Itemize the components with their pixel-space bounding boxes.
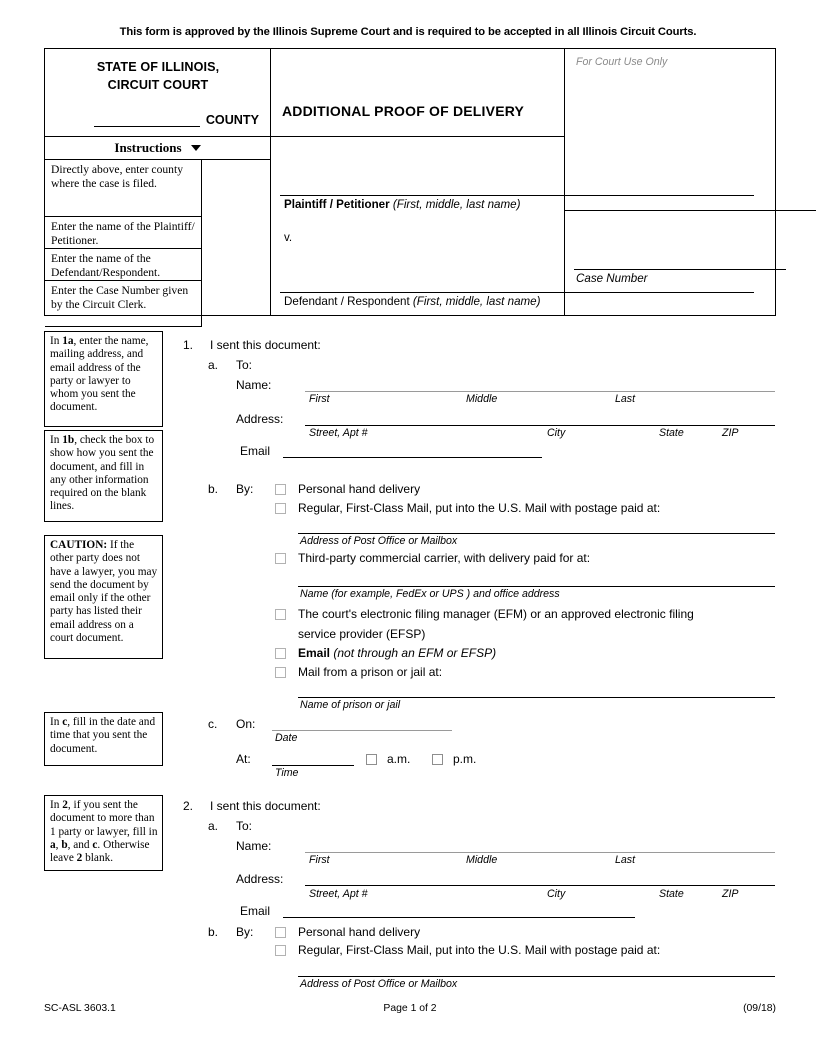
case-number-rule[interactable] — [574, 269, 786, 270]
side-note-caution: CAUTION: If the other party does not have a lawyer, you may send the document by email only if the other party has listed their email address on a court document. — [44, 535, 163, 659]
input-post-office-address-2[interactable] — [298, 976, 775, 977]
instructions-header[interactable] — [45, 137, 271, 160]
hint-zip-2: ZIP — [722, 888, 739, 900]
section-1-number: 1. — [183, 338, 194, 352]
section-1a-address-label: Address: — [236, 412, 284, 426]
section-1a-email-label: Email — [240, 444, 271, 458]
section-2a-to-label: To: — [236, 819, 253, 833]
caption-table — [44, 48, 776, 316]
instruction-item-plaintiff: Enter the name of the Plaintiff/ Petitioner. — [45, 217, 202, 249]
section-2a-name-label: Name: — [236, 839, 272, 853]
checkbox-first-class-mail-2[interactable] — [275, 945, 286, 956]
for-court-use-only-label: For Court Use Only — [576, 56, 668, 68]
hint-first-2: First — [309, 854, 330, 866]
section-2-number: 2. — [183, 799, 194, 813]
side-note-1a: In 1a, enter the name, mailing address, and email address of the party or lawyer to whom you sent the document. — [44, 331, 163, 427]
hint-prison-name-1: Name of prison or jail — [300, 699, 401, 711]
chevron-down-icon[interactable] — [191, 145, 201, 151]
section-2a-email-input[interactable] — [283, 917, 635, 918]
caption-left-column — [45, 49, 271, 315]
label-am-1: a.m. — [387, 752, 411, 766]
caption-right-column — [565, 49, 816, 315]
plaintiff-label: Plaintiff / Petitioner (First, middle, last name) — [284, 198, 521, 211]
side-note-1b: In 1b, check the box to show how you sent the document, and fill in any other information required on the blank lines. — [44, 430, 163, 522]
input-carrier-name-1[interactable] — [298, 586, 775, 587]
section-2a-address-label: Address: — [236, 872, 284, 886]
option-efm-efsp-line2: service provider (EFSP) — [298, 627, 426, 641]
case-number-label: Case Number — [576, 272, 648, 285]
option-first-class-mail-1: Regular, First-Class Mail, put into the U.S. Mail with postage paid at: — [298, 501, 661, 515]
checkbox-pm-1[interactable] — [432, 754, 443, 765]
instruction-item-defendant: Enter the name of the Defendant/Respondent. — [45, 249, 202, 281]
section-1a-address-input[interactable] — [305, 425, 775, 426]
hint-last-1: Last — [615, 393, 636, 405]
defendant-label: Defendant / Respondent (First, middle, last name) — [284, 295, 541, 308]
section-1a-email-input[interactable] — [283, 457, 542, 458]
footer-page-number: Page 1 of 2 — [383, 1003, 437, 1014]
section-1a-name-label: Name: — [236, 378, 272, 392]
hint-post-office-address-2: Address of Post Office or Mailbox — [300, 978, 458, 990]
input-time-1[interactable] — [272, 765, 354, 766]
section-1a-letter: a. — [208, 358, 219, 372]
hint-zip-1: ZIP — [722, 427, 739, 439]
section-2a-address-input[interactable] — [305, 885, 775, 886]
hint-city-2: City — [547, 888, 566, 900]
parties-block — [271, 136, 565, 315]
state-court-block — [45, 49, 271, 137]
checkbox-email-1[interactable] — [275, 648, 286, 659]
hint-post-office-address-1: Address of Post Office or Mailbox — [300, 535, 458, 547]
side-note-2: In 2, if you sent the document to more than 1 party or lawyer, fill in a, b, and c. Otherwise leave 2 blank. — [44, 795, 163, 871]
section-1a-name-input[interactable] — [305, 391, 775, 392]
county-input-blank[interactable] — [94, 111, 200, 127]
checkbox-am-1[interactable] — [366, 754, 377, 765]
instructions-list — [45, 160, 271, 327]
section-1b-letter: b. — [208, 482, 219, 496]
instructions-header-label: Instructions — [114, 140, 182, 155]
section-1b-by-label: By: — [236, 482, 254, 496]
section-1c-on-label: On: — [236, 717, 256, 731]
county-label: COUNTY — [205, 113, 259, 127]
hint-middle-1: Middle — [466, 393, 498, 405]
hint-carrier-name-1: Name (for example, FedEx or UPS ) and office address — [300, 588, 560, 600]
section-2b-letter: b. — [208, 925, 219, 939]
checkbox-third-party-carrier-1[interactable] — [275, 553, 286, 564]
hint-time-1: Time — [275, 767, 299, 779]
hint-street-2: Street, Apt # — [309, 888, 368, 900]
option-personal-hand-delivery-2: Personal hand delivery — [298, 925, 421, 939]
hint-last-2: Last — [615, 854, 636, 866]
checkbox-prison-mail-1[interactable] — [275, 667, 286, 678]
checkbox-efm-efsp-1[interactable] — [275, 609, 286, 620]
side-note-c: In c, fill in the date and time that you sent the document. — [44, 712, 163, 766]
option-email-1: Email (not through an EFM or EFSP) — [298, 646, 497, 660]
circuit-court-label: CIRCUIT COURT — [107, 78, 209, 92]
option-personal-hand-delivery-1: Personal hand delivery — [298, 482, 421, 496]
checkbox-personal-hand-delivery-2[interactable] — [275, 927, 286, 938]
footer-revision-date: (09/18) — [743, 1003, 776, 1014]
option-efm-efsp-line1: The court's electronic filing manager (EFM) or an approved electronic filing — [298, 607, 694, 621]
input-post-office-address-1[interactable] — [298, 533, 775, 534]
section-1a-to-label: To: — [236, 358, 253, 372]
hint-city-1: City — [547, 427, 566, 439]
checkbox-personal-hand-delivery-1[interactable] — [275, 484, 286, 495]
checkbox-first-class-mail-1[interactable] — [275, 503, 286, 514]
footer-form-code: SC-ASL 3603.1 — [44, 1003, 116, 1014]
option-prison-mail-1: Mail from a prison or jail at: — [298, 665, 443, 679]
input-date-1[interactable] — [272, 730, 452, 731]
option-first-class-mail-2: Regular, First-Class Mail, put into the U.S. Mail with postage paid at: — [298, 943, 661, 957]
section-2b-by-label: By: — [236, 925, 254, 939]
court-use-divider-1 — [565, 210, 816, 211]
hint-middle-2: Middle — [466, 854, 498, 866]
section-2a-email-label: Email — [240, 904, 271, 918]
hint-first-1: First — [309, 393, 330, 405]
instruction-item-county: Directly above, enter county where the case is filed. — [45, 160, 202, 217]
hint-state-2: State — [659, 888, 684, 900]
section-2a-name-input[interactable] — [305, 852, 775, 853]
approval-notice: This form is approved by the Illinois Supreme Court and is required to be accepted in all Illinois Circuit Courts. — [119, 26, 697, 38]
input-prison-name-1[interactable] — [298, 697, 775, 698]
section-2a-letter: a. — [208, 819, 219, 833]
hint-street-1: Street, Apt # — [309, 427, 368, 439]
hint-state-1: State — [659, 427, 684, 439]
form-title: ADDITIONAL PROOF OF DELIVERY — [282, 103, 525, 119]
option-third-party-carrier-1: Third-party commercial carrier, with delivery paid for at: — [298, 551, 591, 565]
hint-date-1: Date — [275, 732, 298, 744]
label-pm-1: p.m. — [453, 752, 477, 766]
section-2-heading: I sent this document: — [210, 799, 321, 813]
section-1c-at-label: At: — [236, 752, 251, 766]
section-1-heading: I sent this document: — [210, 338, 321, 352]
state-of-illinois-label: STATE OF ILLINOIS, — [96, 60, 220, 74]
instruction-item-case-number: Enter the Case Number given by the Circuit Clerk. — [45, 281, 202, 327]
section-1c-letter: c. — [208, 717, 218, 731]
versus-label: v. — [284, 231, 293, 244]
county-row — [45, 111, 271, 127]
